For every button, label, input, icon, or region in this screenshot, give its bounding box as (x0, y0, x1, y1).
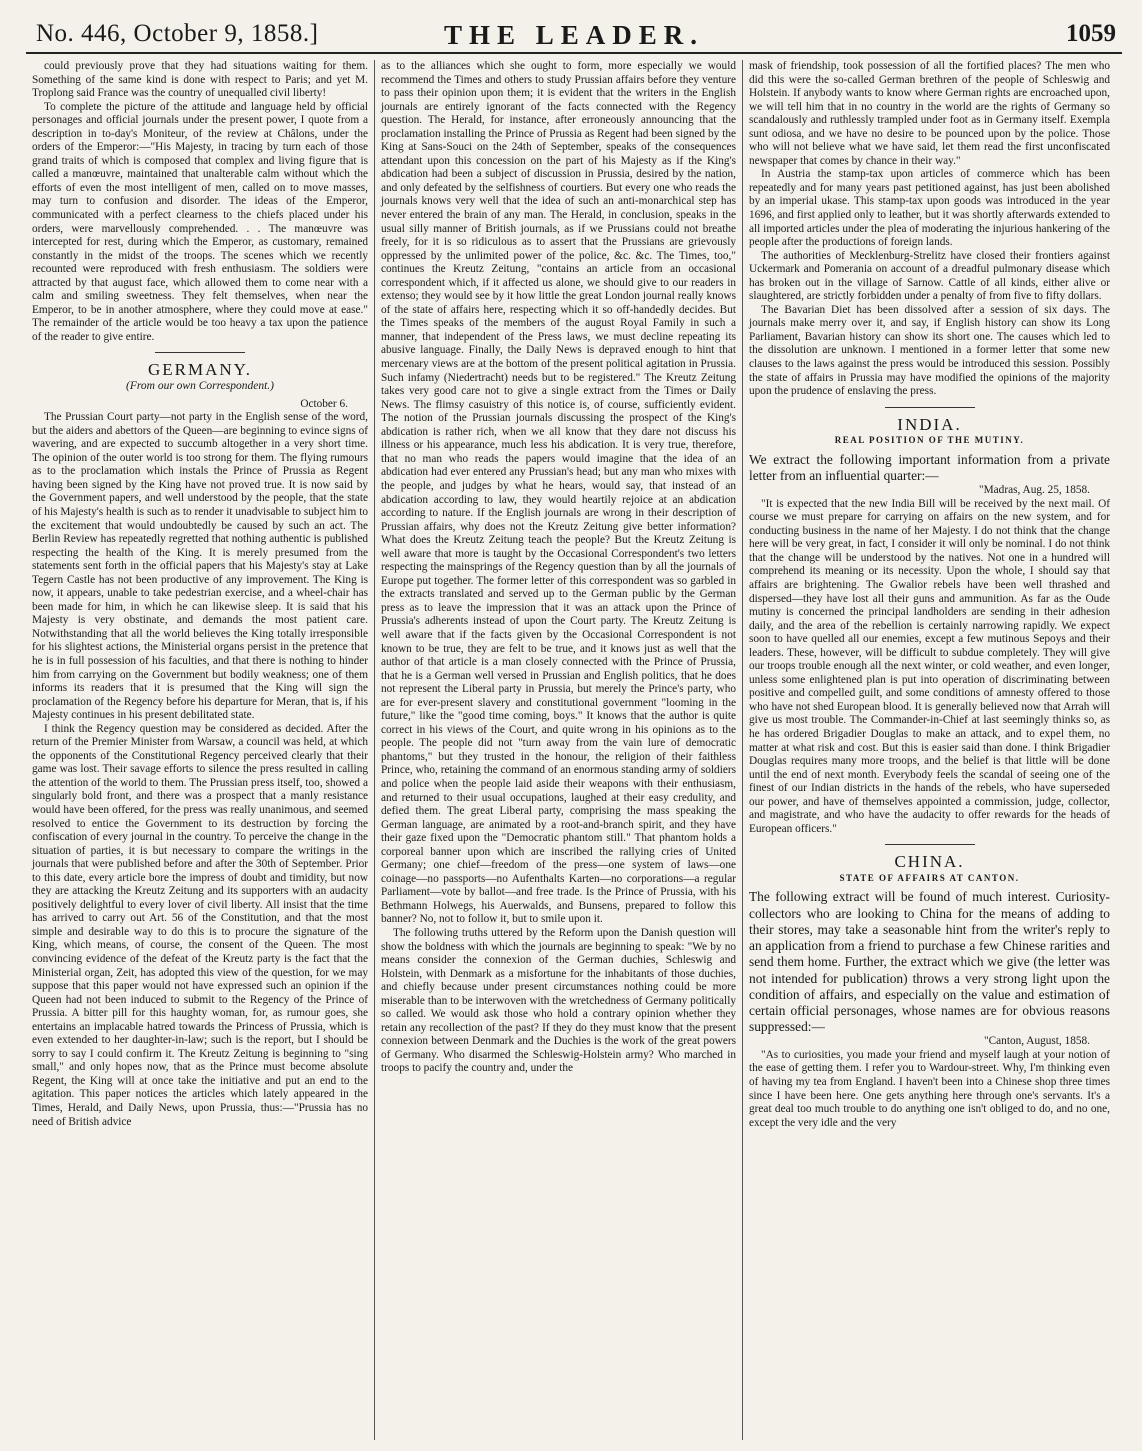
india-dateline: "Madras, Aug. 25, 1858. (979, 484, 1090, 497)
germany-header (32, 352, 368, 393)
india-subtitle: REAL POSITION OF THE MUTINY. (834, 435, 1025, 446)
germany-paragraph-1: The Prussian Court party—not party in the English sense of the word, but the aiders and abettors of the Queen—are beginning to evince signs of wavering, and are expected to succumb altogether in a very short time. The opinion of the outer world is too strong for them. The flying rumours as to the proclamation which instals the Prince of Prussia as Regent having been signed by the King have not proved true. It is now said by the Government papers, and well understood by the people, that the state of his Majesty's health is such as to render it unadvisable to subject him to the excitement that would undoubtedly be caused by such an act. The Berlin Review has repeatedly regretted that nothing authentic is published respecting the health of the King. It is merely presumed from the statements sent forth in the official papers that his Majesty's stay at Lake Tegern Castle has not been productive of any improvement. The King is now, it appears, unable to take pedestrian exercise, and a wheel-chair has been made for him, in which he can likewise sleep. It is said that his Majesty is very obstinate, and demands the most patient care. Notwithstanding that all the world believes the King totally irresponsible for his slightest actions, the Ministerial organs persist in the pretence that he is in full possession of his faculties, and that there is nothing to hinder him from carrying on the Government but bodily weakness; one of them informs its readers that it is presumed that the King will sign the proclamation of the Regency before his departure for Meran, that is, if his Majesty continues in his present debilitated state. (32, 411, 368, 722)
column-1 (26, 60, 374, 1440)
china-letter: "As to curiosities, you made your friend and myself laugh at your notion of the ease of getting them. I refer you to Wardour-street. Why, I'm thinking even of having my tea from England. I haven't been into a Chinese shop three times since I have been here. One gets anything here through one's servants. It's a great deal too much trouble to do anything one isn't obliged to do, and no one, except the very idle and the very (749, 1048, 1110, 1129)
section-divider (155, 352, 245, 353)
column-3 (742, 60, 1116, 1440)
france-paragraph-1: could previously prove that they had situations waiting for them. Something of the same kind is done with respect to Paris; and yet M. Troplong said France was the country of unequalled civil liberty! (32, 60, 368, 100)
column-2 (374, 60, 742, 1440)
masthead (26, 14, 1122, 54)
china-intro: The following extract will be found of much interest. Curiosity-collectors who are looking to China for the means of adding to their stores, may take a seasonable hint from the writer's reply to an application from a friend to purchase a few Chinese rarities and send them home. Further, the extract which we give (the letter was not intended for publication) throws a very strong light upon the condition of affairs, and especially on the value and estimation of certain official personages, whose names are for obvious reasons suppressed:— (749, 889, 1110, 1035)
china-header (749, 844, 1110, 885)
bavaria-paragraph: The Bavarian Diet has been dissolved after a session of six days. The journals make merry over it, and say, if English history can show its Long Parliament, Bavarian history can show its short one. The causes which led to the dissolution are unknown. I mentioned in a former letter that some new clauses to the laws against the press would be introduced this session. Possibly the state of affairs in Prussia may have modified the opinions of the majority upon the prudence of enslaving the press. (749, 303, 1110, 398)
issue-number-date: No. 446, October 9, 1858.] (36, 20, 319, 47)
china-subtitle: STATE OF AFFAIRS AT CANTON. (839, 872, 1020, 883)
page-number: 1059 (1066, 20, 1116, 47)
germany-paragraph-4: The following truths uttered by the Reform upon the Danish question will show the boldness with which the journals are beginning to speak: "We by no means consider the connexion of the German duchies, Schleswig and Holstein, with Denmark as a misfortune for the inhabitants of those duchies, and chiefly because under present circumstances nothing could be more miserable than to be interwoven with the wretchedness of Germany politically so called. We would ask those who hold a contrary opinion whether they retain any recollection of the past? If they do they must know that the present connexion between Denmark and the Duchies is the work of the great powers of Germany. Who disarmed the Schleswig-Holstein army? Who marched in troops to pacify the country and, under the (381, 927, 736, 1075)
india-intro: We extract the following important information from a private letter from an influential quarter:— (749, 451, 1110, 483)
austria-paragraph: In Austria the stamp-tax upon articles of commerce which has been repeatedly and for many years past petitioned against, has just been abolished by an imperial ukase. This stamp-tax upon goods was introduced in the year 1696, and first applied only to leather, but it was shortly afterwards extended to all imported articles under the plea of moderating the injurious hankering of the people after the productions of foreign lands. (749, 168, 1110, 249)
india-header (749, 407, 1110, 448)
china-title: CHINA. (894, 852, 965, 872)
germany-dateline: October 6. (300, 397, 348, 410)
germany-title: GERMANY. (147, 360, 252, 380)
newspaper-title: THE LEADER. (443, 20, 705, 50)
germany-paragraph-5: mask of friendship, took possession of all the fortified places? The men who did this were the so-called German brethren of the people of Schleswig and Holstein. If anybody wants to know where German rights are encroached upon, we will tell him that in no country in the world are the rights of Germany so scandalously and ruthlessly trampled under foot as in Germany itself. Exempla sunt odiosa, and we have no desire to be pounced upon by the police. Those who will not believe what we have said, let them read the first unconfiscated newspaper that comes by chance in their way." (749, 60, 1110, 167)
germany-correspondent: (From our own Correspondent.) (125, 380, 274, 393)
mecklenburg-paragraph: The authorities of Mecklenburg-Strelitz have closed their frontiers against Uckermark and Pomerania on account of a dreadful pulmonary disease which has broken out in the village of Sarnow. Cattle of all kinds, either alive or slaughtered, are strictly forbidden under a penalty of from five to fifty dollars. (749, 249, 1110, 303)
section-divider (885, 844, 975, 845)
china-dateline: "Canton, August, 1858. (984, 1035, 1090, 1048)
india-letter: "It is expected that the new India Bill will be received by the next mail. Of course we must prepare for carrying on affairs on the new system, and for conducting business in the name of her Majesty. I do not think that the change here will be very great, in fact, I consider it will only be nominal. I do not think that the change will be understood by the natives. Not one in a hundred will comprehend its meaning or its necessity. Upon the whole, I should say that affairs are brightening. The Gwalior rebels have been well thrashed and dispersed—they have lost all their guns and ammunition. As far as the Oude mutiny is concerned the principal landholders are sending in their adhesion daily, and the area of the rebellion is certainly narrowing rapidly. We expect soon to have quelled all our enemies, except a few mutinous Sepoys and their leaders. These, however, will be difficult to subdue completely. They will give our troops trouble enough all the next winter, or cold weather, and even longer, unless some enlightened plan is put into operation of discriminating between positive and compelled guilt, and some conditions of amnesty offered to those who have not shed European blood. It is generally believed now that Arrah will give us most trouble. The Commander-in-Chief at last seemingly thinks so, as he has ordered Brigadier Douglas to make an attack, and to expel them, no matter at what risk and cost. But this is easier said than done. I think Brigadier Douglas requires many more troops, and the belief is that little will be done until the end of next month. Everybody feels the scandal of seeing one of the finest of our Indian districts in the hands of the rebels, who have superseded our power, and have of themselves appointed a commission, judge, collector, and magistrate, and who have the audacity to offer rewards for the heads of European officers." (749, 497, 1110, 835)
germany-paragraph-3: as to the alliances which she ought to form, more especially we would recommend the Times and others to study Prussian affairs before they venture to pass their opinion upon them; it is evident that the writers in the English journals are entirely ignorant of the facts connected with the Regency question. The Herald, for instance, after erroneously announcing that the proclamation installing the Prince of Prussia as Regent had been signed by the King at Sans-Souci on the 24th of September, speaks of the consequences attendant upon this concession on the part of his Majesty as if the King's abdication had been a subject of discussion in Prussia, desired by the nation, and only defeated by the selfishness of courtiers. But every one who reads the journals knows very well that the idea of such an anti-monarchical step has never entered the brain of any man. The Herald, in conclusion, speaks in the usual silly manner of British journals, as if we Prussians could not breathe freely, for it is so ridiculous as to assert that the Prussians are grievously oppressed by the unlimited power of the police, &c. &c. The Times, too," continues the Kreutz Zeitung, "contains an article from an occasional correspondent which, if it affected us alone, we should give to our readers in extenso; they would see by it how little the great London journal really knows of the state of affairs here, respecting which it so off-handedly decides. But the Times speaks of the members of the august Royal Family in such a manner, that independent of the Press laws, we must decline repeating its abusive language. Finally, the Daily News is depraved enough to hint that mercenary views are at the bottom of the present political agitation in Prussia. Such infamy (Niedertracht) needs but to be registered." The Kreutz Zeitung takes very good care not to give a single extract from the Times or Daily News. The flimsy casuistry of this notice is, of course, sufficiently evident. The notion of the Prussian journals discussing the prospect of the King's abdication is rather rich, when we all know that they dare not discuss his illness or his appearance, much less his abdication. It is very true, therefore, that no man who reads the papers would imagine that the idea of an abdication had ever entered any Prussian's head; but any man who mixes with the people, and judges by what he hears, would say, that instead of an abdication according to law, they would heartily rejoice at an abdication according to nature. If the English journals are wrong in their description of Prussian affairs, why does not the Kreutz Zeitung give better information? What does the Kreutz Zeitung teach the people? But the Kreutz Zeitung is well aware that more is taught by the Occasional Correspondent's two letters respecting the mainsprings of the Regency question than by all the journals of Europe put together. The former letter of this correspondent was so garbled in the extracts translated and served up to the German public by the German press as to leave the impression that it was an attack upon the Prince of Prussia's adherents instead of upon the Court party. The Kreutz Zeitung is well aware that if the facts given by the Occasional Correspondent is not known to be true, they are felt to be true, and it knows just as well that the author of that article is a man closely connected with the Prince of Prussia, that he is a German well versed in Prussian and English politics, that he does not represent the Liberal party in Prussia, but merely the Prince's party, who are for ever-present slavery and constitutional government "looming in the future," like the "good time coming, boys." It knows that the author is quite correct in his views of the Court, and quite wrong in his opinions as to the people. The people did not "turn away from the vain lure of democratic phantoms," but they trusted in the honour, the religion of their faithless Prince, who, retaining the command of an enormous standing army of soldiers and police when the people laid aside their weapons with their enthusiasm, and returned to their usual occupations, laughed at their easy credulity, and defied them. The great Liberal party, comprising the mass speaking the German language, are animated by a root-and-branch spirit, and they have their gaze fixed upon the "Democratic phantom still." That phantom holds a corporeal banner upon which are inscribed the rallying cries of United Germany; one chief—freedom of the press—one system of laws—one coinage—no passports—no Aufenthalts Karten—no corporations—a regular Parliament—vote by ballot—and free trade. Is the Prince of Prussia, with his Bethmann Holwegs, his Auerwalds, and Bunsens, prepared to follow this banner? No, not to follow it, but to smile upon it. (381, 60, 736, 926)
columns (26, 60, 1122, 1440)
france-paragraph-2: To complete the picture of the attitude and language held by official personages and official journals under the present power, I quote from a description in to-day's Moniteur, of the review at Châlons, under the orders of the Emperor:—"His Majesty, in tracing by turn each of those grand traits of which is composed that complex and living figure that is called a manœuvre, maintained that unalterable calm without which the efforts of even the most intelligent of men, called on to move masses, may turn to confusion and disorder. The ideas of the Emperor, communicated with a perfect clearness to the chiefs placed under his orders, were marvellously comprehended. . . The manœuvre was intercepted for rest, during which the Emperor, as customary, remained constantly in the midst of the troops. The scenes which we recently recounted were reproduced with fresh enthusiasm. The soldiers were attracted by that august face, which allowed them to come near with a calm and smiling sweetness. They felt themselves, when near the Emperor, to be in another atmosphere, where they could move at ease." The remainder of the article would be too heavy a tax upon the patience of the reader to give entire. (32, 100, 368, 343)
india-title: INDIA. (897, 414, 962, 434)
section-divider (885, 407, 975, 408)
germany-paragraph-2: I think the Regency question may be considered as decided. After the return of the Premier Minister from Warsaw, a council was held, at which the opponents of the Constitutional Regency perceived clearly that their game was lost. Their savage efforts to silence the press resulted in calling the attention of the world to them. The Prussian press itself, too, showed a singularly bold front, and there was a prospect that a manly resistance would have been offered, for the press was really unanimous, and seemed resolved to entice the Government to its destruction by forcing the confiscation of every journal in the country. To perceive the change in the situation of parties, it is but necessary to compare the writings in the journals that were published before and after the 30th of September. Prior to this date, every article bore the impress of doubt and timidity, but now they are attacking the Kreutz Zeitung and its supporters with an audacity positively delightful to every lover of civil liberty. All insist that the time has arrived to carry out Art. 56 of the Constitution, and that the most simple and desirable way to do this is to procure the signature of the King, which means, of course, the consent of the Queen. The most convincing evidence of the defeat of the Kreutz party is the fact that the Ministerial organ, Zeit, has adopted this view of the question, for we may suppose that this paper would not have expressed such an opinion if the Queen had not been induced to submit to the Regency of the Prince of Prussia. A bitter pill for this haughty woman, for, as rumour goes, she entertains an implacable hatred towards the Princess of Prussia, which is even extended to her daughter-in-law; such is the report, but I should be sorry to say I could confirm it. The Kreutz Zeitung is beginning to "sing small," and only hopes now, that as the Prince must become absolute Regent, the King will at once take the initiative and put an end to the agitation. This paper notices the articles which lately appeared in the Times, Herald, and Daily News, upon Prussia, thus:—"Prussia has no need of British advice (32, 722, 368, 1128)
